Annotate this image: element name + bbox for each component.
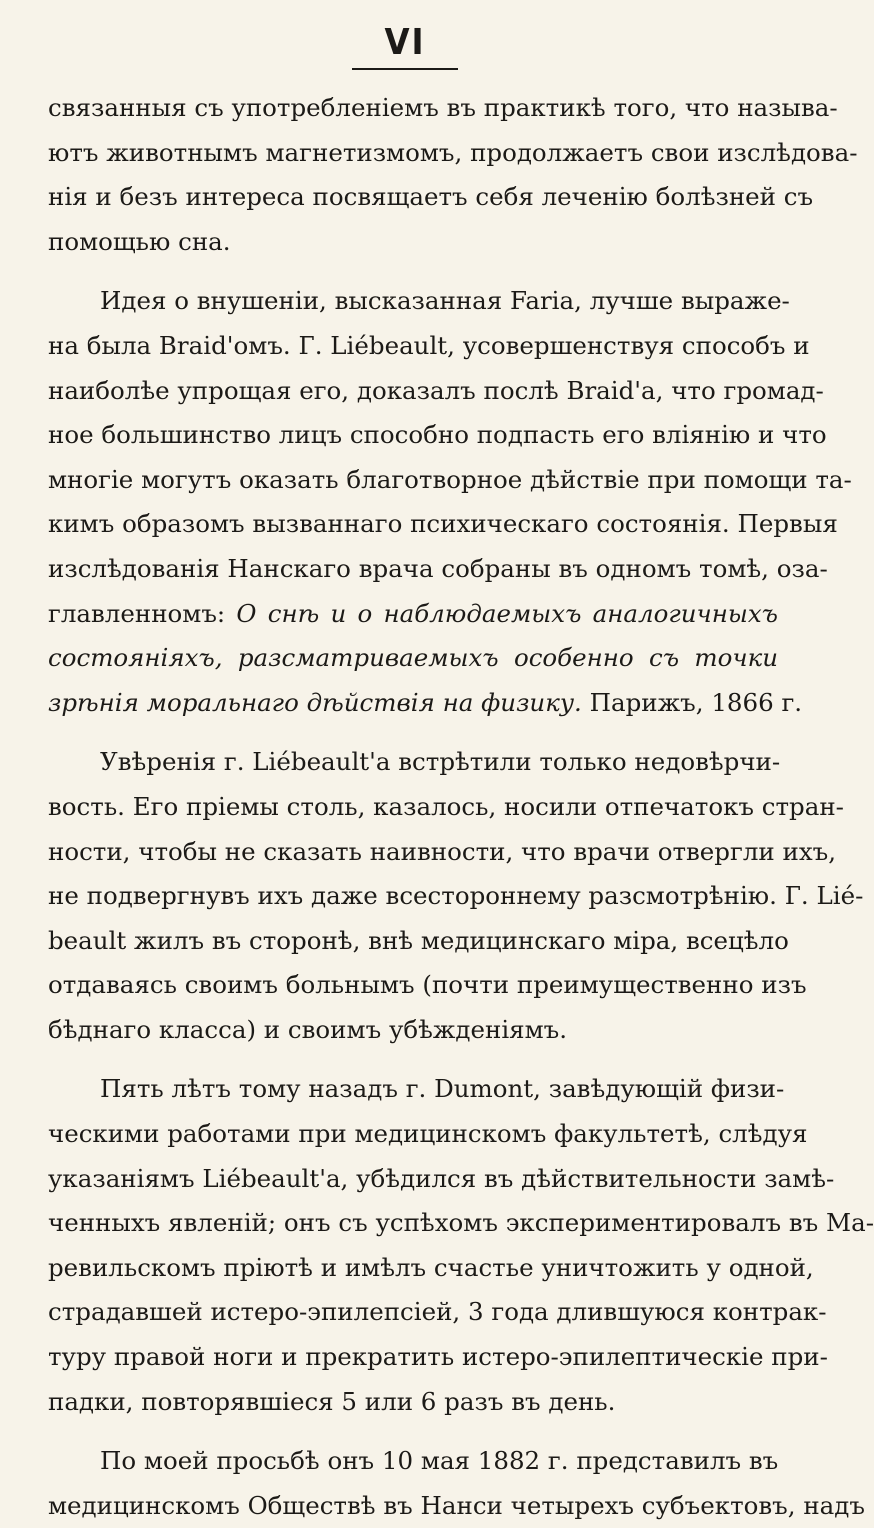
text-line: страдавшей истеро-эпилепсіей, 3 года длившуюся контрак- <box>48 1297 827 1327</box>
text-line: указаніямъ Liébeault'а, убѣдился въ дѣйствительности замѣ- <box>48 1163 835 1193</box>
text-line: нія и безъ интереса посвящаетъ себя леченію болѣзней съ <box>48 182 814 212</box>
body-text <box>48 86 874 1528</box>
text-line <box>48 681 803 726</box>
paragraph <box>48 1439 865 1528</box>
text-line: изслѣдованія Нанскаго врача собраны въ одномъ томѣ, оза- <box>48 553 828 583</box>
text-line: туру правой ноги и прекратить истеро-эпилептическіе при- <box>48 1342 828 1372</box>
text-line: не подвергнувъ ихъ даже всестороннему разсмотрѣнію. Г. Lié- <box>48 881 864 911</box>
text-line: отдаваясь своимъ больнымъ (почти преимущественно изъ <box>48 970 807 1000</box>
text-line: ченныхъ явленій; онъ съ успѣхомъ экспериментировалъ въ Ма- <box>48 1208 874 1238</box>
text-run: главленномъ: <box>48 598 237 628</box>
paragraph <box>48 740 864 1052</box>
page-number: VI <box>384 22 426 63</box>
paragraph <box>48 86 858 264</box>
paragraph <box>48 1067 874 1424</box>
text-line: ревильскомъ пріютѣ и имѣлъ счастье уничтожить у одной, <box>48 1252 814 1282</box>
text-line: наиболѣе упрощая его, доказалъ послѣ Braid'а, что громад- <box>48 375 824 405</box>
text-line <box>48 592 778 637</box>
text-line: медицинскомъ Обществѣ въ Нанси четырехъ субъектовъ, надъ <box>48 1490 865 1520</box>
text-line: падки, повторявшіеся 5 или 6 разъ въ день. <box>48 1386 616 1416</box>
text-line: на была Braid'омъ. Г. Liébeault, усовершенствуя способъ и <box>48 330 810 360</box>
text-line: ное большинство лицъ способно подпасть его вліянію и что <box>48 420 827 450</box>
paragraph <box>48 279 852 725</box>
text-line: связанныя съ употребленіемъ въ практикѣ того, что называ- <box>48 93 838 122</box>
text-line: По моей просьбѣ онъ 10 мая 1882 г. представилъ въ <box>100 1446 779 1476</box>
text-line: ности, чтобы не сказать наивности, что врачи отвергли ихъ, <box>48 836 837 866</box>
book-title-italic: зрѣнія моральнаго дѣйствія на физику. <box>48 687 582 717</box>
text-line: beault жилъ въ сторонѣ, внѣ медицинскаго міра, всецѣло <box>48 925 789 955</box>
text-line: Пять лѣтъ тому назадъ г. Dumont, завѣдующій физи- <box>100 1074 785 1104</box>
text-line: вость. Его пріемы столь, казалось, носили отпечатокъ стран- <box>48 791 844 821</box>
book-title-italic: О снѣ и о наблюдаемыхъ аналогичныхъ <box>236 598 778 628</box>
text-line: ческими работами при медицинскомъ факультетѣ, слѣдуя <box>48 1119 808 1149</box>
text-run: Парижъ, 1866 г. <box>581 687 803 717</box>
text-line: кимъ образомъ вызваннаго психическаго состоянія. Первыя <box>48 509 838 539</box>
book-title-italic: состояніяхъ, разсматриваемыхъ особенно съ точки <box>48 643 778 673</box>
text-line: ютъ животнымъ магнетизмомъ, продолжаетъ свои изслѣдова- <box>48 137 858 167</box>
header-rule <box>352 68 458 70</box>
text-line: Идея о внушеніи, высказанная Faria, лучше выраже- <box>100 286 790 316</box>
text-line: помощью сна. <box>48 226 231 256</box>
text-line: бѣднаго класса) и своимъ убѣжденіямъ. <box>48 1014 568 1044</box>
text-line: многіе могутъ оказать благотворное дѣйствіе при помощи та- <box>48 464 852 494</box>
text-line: Увѣренія г. Liébeault'а встрѣтили только недовѣрчи- <box>100 747 781 777</box>
